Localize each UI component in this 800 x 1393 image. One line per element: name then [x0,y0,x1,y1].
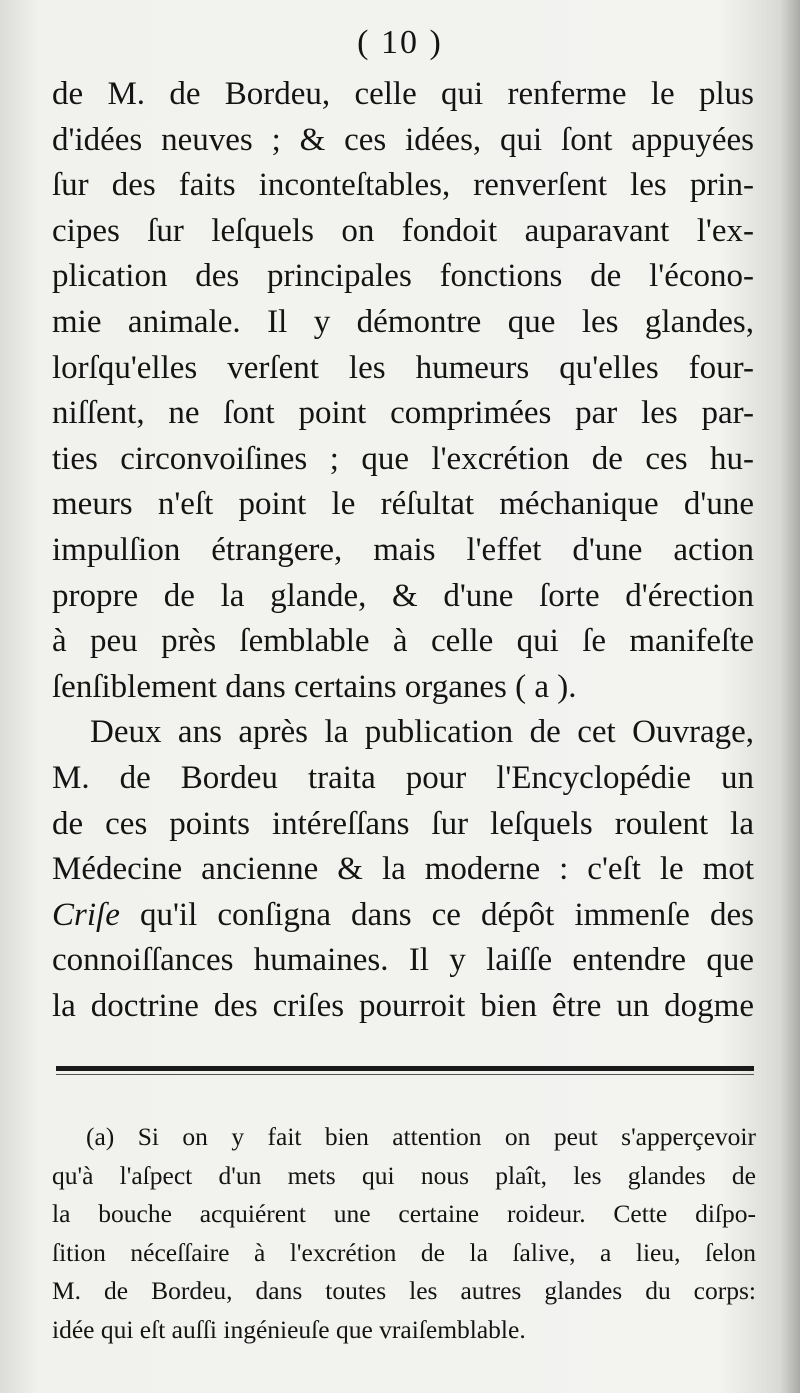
text-line: de ces points intéreſſans ſur leſquels roulent la [52,805,754,842]
text-line: ſur des faits inconteſtables, renverſent les prin- [52,167,754,204]
text-line: plication des principales fonctions de l'écono- [52,258,754,295]
text-line: lorſqu'elles verſent les humeurs qu'elles four- [52,349,754,386]
text-line: Médecine ancienne & la moderne : c'eſt le mot [52,851,754,888]
page-number: ( 10 ) [357,24,443,61]
text-line: mie animale. Il y démontre que les glandes, [52,303,754,340]
text-line-with-italic [52,893,754,939]
footnote-line: la bouche acquiérent une certaine roideur. Cette diſpo- [52,1199,756,1228]
text-line: cipes ſur leſquels on fondoit auparavant l'ex- [52,212,754,249]
footnote-line: idée qui eſt auſſi ingénieuſe que vraiſemblable. [52,1314,526,1344]
footnote-line: (a) Si on y fait bien attention on peut s'apperçevoir [86,1122,756,1151]
text-line: Deux ans après la publication de cet Ouvrage, [90,714,754,751]
footnote-separator-rule [56,1066,754,1071]
text-line: la doctrine des criſes pourroit bien être un dogme [52,987,754,1024]
main-text [52,72,754,1029]
text-line: à peu près ſemblable à celle qui ſe manifeſte [52,623,754,660]
text-line: de M. de Bordeu, celle qui renferme le plus [52,76,754,112]
footnote-line: qu'à l'aſpect d'un mets qui nous plaît, les glandes de [52,1160,756,1190]
footnote [52,1118,756,1349]
footnote-line: ſition néceſſaire à l'excrétion de la ſalive, a lieu, ſelon [52,1237,756,1267]
footnote-separator-thin-rule [56,1074,754,1075]
text-line: impulſion étrangere, mais l'effet d'une action [52,531,754,568]
text-line: connoiſſances humaines. Il y laiſſe entendre que [52,942,754,979]
footnote-line: M. de Bordeu, dans toutes les autres glandes du corps: [52,1276,756,1305]
text-line: meurs n'eſt point le réſultat méchanique d'une [52,486,754,523]
text-line: ties circonvoiſines ; que l'excrétion de ces hu- [52,440,754,477]
text-line: M. de Bordeu traita pour l'Encyclopédie un [52,759,754,796]
text-line: propre de la glande, & d'une ſorte d'érection [52,577,754,614]
text-line: ſenſiblement dans certains organes ( a ). [52,668,577,705]
text-line-rest: qu'il conſigna dans ce dépôt immenſe des [139,896,754,933]
text-line: d'idées neuves ; & ces idées, qui ſont appuyées [52,121,754,158]
italic-term: Criſe [52,896,120,933]
text-line: niſſent, ne ſont point comprimées par les par- [52,395,754,432]
